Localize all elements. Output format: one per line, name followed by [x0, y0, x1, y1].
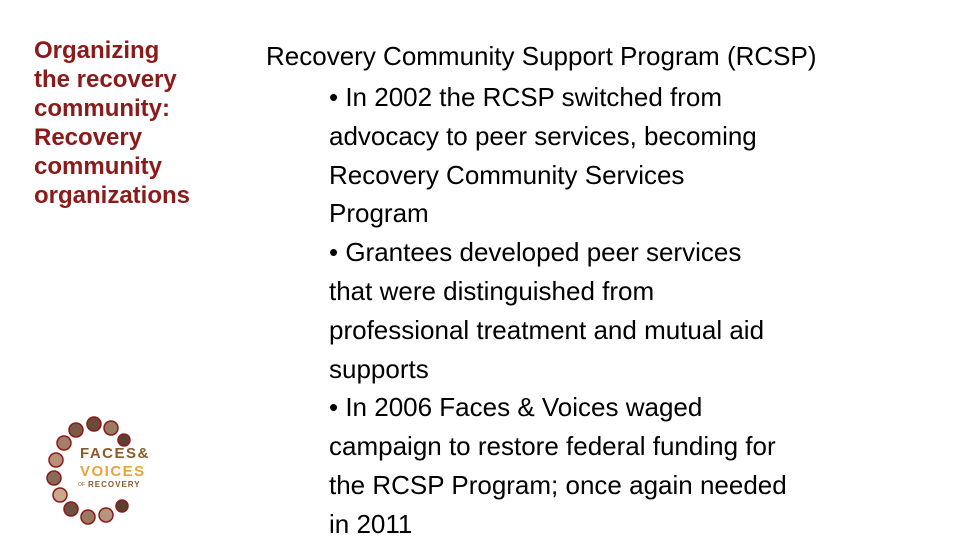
bullet-line: that were distinguished from — [329, 275, 655, 306]
logo-text-recovery: RECOVERY — [88, 480, 141, 489]
bullet-line: in 2011 — [329, 508, 413, 539]
bullet-line: • In 2002 the RCSP switched from — [329, 82, 723, 112]
side-title-line: Organizing — [34, 37, 160, 64]
bullet-line: Recovery Community Services — [329, 159, 685, 190]
bullet-line: Program — [329, 198, 429, 229]
bullet-line: the RCSP Program; once again needed — [329, 469, 787, 500]
logo-text-of: OF — [78, 482, 85, 488]
side-title-line: the recovery — [34, 66, 177, 93]
side-title-line: community: — [34, 95, 171, 122]
bullet-list — [329, 78, 929, 544]
side-title-line: organizations — [34, 182, 191, 209]
side-title-line: Recovery — [34, 124, 143, 151]
bullet-line: advocacy to peer services, becoming — [329, 120, 757, 151]
logo-text-voices: VOICES — [80, 463, 146, 480]
bullet-line: campaign to restore federal funding for — [329, 431, 776, 462]
bullet-line: • Grantees developed peer services — [329, 237, 742, 268]
side-title-line: community — [34, 153, 163, 180]
bullet-line: professional treatment and mutual aid — [329, 314, 765, 345]
logo-graphic — [36, 410, 166, 535]
slide-side-title — [34, 36, 259, 210]
slide-heading: Recovery Community Support Program (RCSP) — [266, 41, 817, 71]
faces-voices-logo — [36, 410, 166, 535]
logo-text-faces: FACES& — [80, 445, 150, 462]
bullet-line: • In 2006 Faces & Voices waged — [329, 392, 703, 423]
bullet-line: supports — [329, 353, 429, 384]
